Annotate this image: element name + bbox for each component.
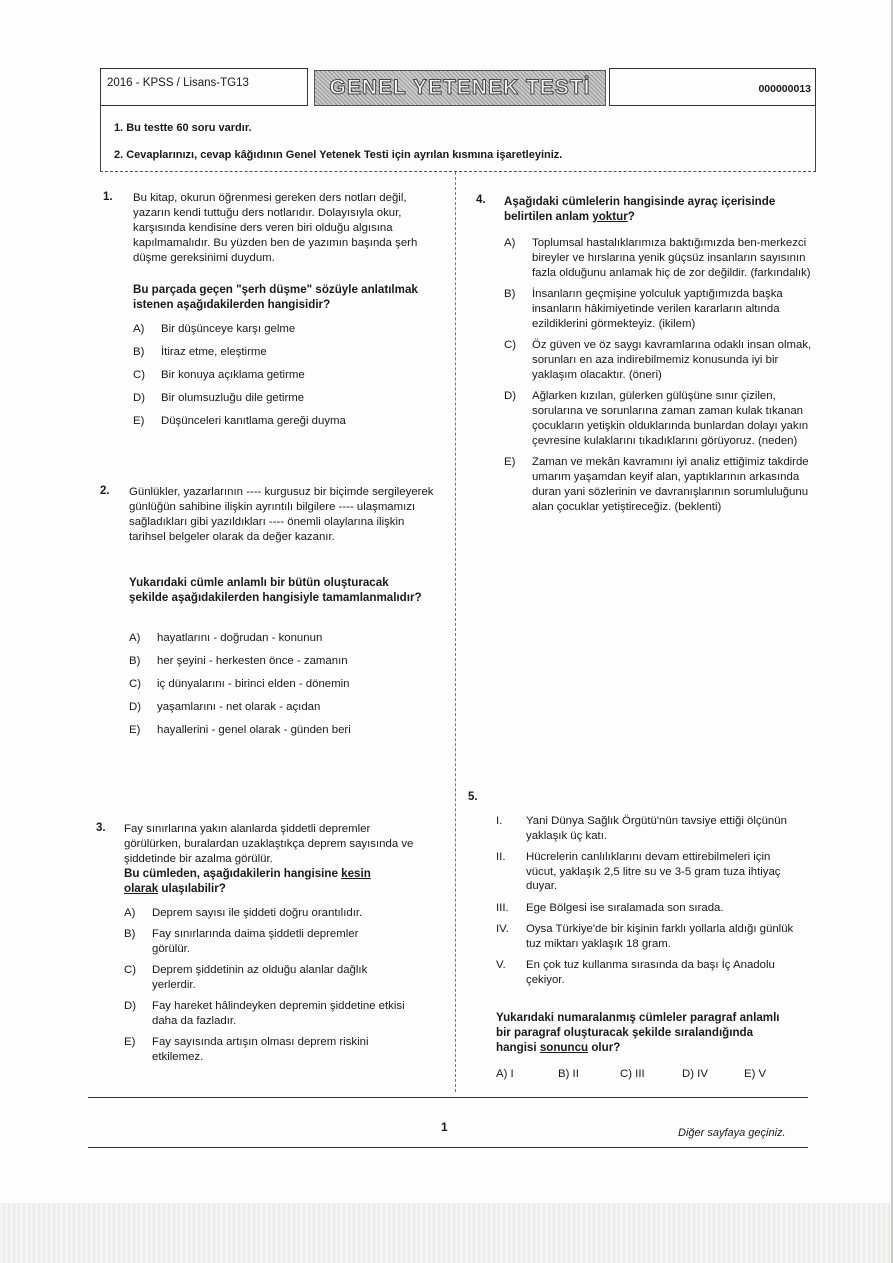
next-page-note: Diğer sayfaya geçiniz.	[678, 1127, 786, 1139]
page-number: 1	[441, 1120, 448, 1134]
question-3-stem: Bu cümleden, aşağıdakilerin hangisine kesin olarak ulaşılabilir?	[124, 867, 371, 895]
option-e[interactable]: E) Zaman ve mekân kavramını iyi analiz ettiğimiz takdirde umarım yaşamdan keyif alan, yaptıklarının arkasında duran yani sözlerinin ve davranışlarının sorumluluğunu alan çocuklar yetiştireceğiz. (beklenti)	[504, 456, 809, 513]
question-2-passage: Günlükler, yazarlarının ---- kurgusuz bir biçimde sergileyerek günlüğün sahibine ilişkin ayrıntılı bilgilere ---- ulaşmamızı sağladıkları gibi yazıldıkları ---- önemli olaylarına ilişkin tarihsel belgeler olarak da değer kazanır.	[129, 486, 434, 543]
option-c[interactable]: C) Deprem şiddetinin az olduğu alanlar dağlık yerlerdir.	[124, 964, 368, 991]
question-1-stem: Bu parçada geçen "şerh düşme" sözüyle anlatılmak istenen aşağıdakilerden hangisidir?	[133, 283, 418, 311]
question-4-stem: Aşağıdaki cümlelerin hangisinde ayraç içerisinde belirtilen anlam yoktur?	[504, 195, 776, 223]
option-a[interactable]: A) Bir düşünceye karşı gelme	[133, 323, 296, 335]
question-2-number: 2.	[100, 485, 110, 497]
option-b[interactable]: B) her şeyini - herkesten önce - zamanın	[129, 655, 348, 667]
footer-rule-top	[88, 1097, 808, 1098]
sentence-4: IV. Oysa Türkiye'de bir kişinin farklı yollarla aldığı günlük tuz miktarı yaklaşık 18 gram.	[496, 923, 794, 950]
sentence-3: III. Ege Bölgesi ise sıralamada son sırada.	[496, 901, 724, 914]
test-title-banner	[314, 70, 606, 106]
option-c[interactable]: C) Öz güven ve öz saygı kavramlarına odaklı insan olmak, sorunları en aza indirebilmemiz konusunda iyi bir yaklaşım olacaktır. (öneri)	[504, 339, 812, 381]
question-3-options	[124, 906, 424, 1065]
option-d[interactable]: D) IV	[682, 1068, 708, 1080]
footer-rule-bottom	[88, 1147, 808, 1148]
option-b[interactable]: B) İnsanların geçmişine yolculuk yaptığımızda başka insanların hâkimiyetinde verilen kararların altında ezildiklerini görmekteyiz. (ikilem)	[504, 288, 783, 330]
option-b[interactable]: B) İtiraz etme, eleştirme	[133, 346, 267, 358]
option-b[interactable]: B) II	[558, 1068, 579, 1080]
option-b[interactable]: B) Fay sınırlarında daima şiddetli depremler görülür.	[124, 928, 359, 955]
question-4-number: 4.	[476, 194, 486, 206]
option-e[interactable]: E) hayallerini - genel olarak - günden beri	[129, 724, 351, 736]
option-d[interactable]: D) yaşamlarını - net olarak - açıdan	[129, 701, 321, 713]
question-5-number: 5.	[468, 791, 478, 803]
question-3-passage: Fay sınırlarına yakın alanlarda şiddetli depremler görülürken, buralardan uzaklaştıkça deprem sayısında ve şiddetinde bir azalma görülür.	[124, 823, 414, 865]
question-2-options	[129, 631, 439, 738]
option-e[interactable]: E) V	[744, 1068, 767, 1080]
emphasis-underline: kesin olarak	[124, 867, 371, 895]
option-a[interactable]: A) Toplumsal hastalıklarımıza baktığımızda ben-merkezci bireyler ve hırslarına yenik güçsüz insanların sayısının fazla olduğunu anlamak hiç de zor değildir. (farkındalık)	[504, 237, 811, 279]
emphasis-underline: sonuncu	[539, 1041, 589, 1054]
option-e[interactable]: E) Fay sayısında artışın olması deprem riskini etkilemez.	[124, 1036, 369, 1063]
option-e[interactable]: E) Düşünceleri kanıtlama gereği duyma	[133, 415, 346, 427]
instruction-1: 1. Bu testte 60 soru vardır.	[114, 122, 252, 134]
question-5-answers	[496, 1068, 806, 1080]
scan-margin	[0, 1203, 893, 1263]
question-5-stem: Yukarıdaki numaralanmış cümleler paragraf anlamlı bir paragraf oluşturacak şekilde sıralandığında hangisi sonuncu olur?	[496, 1011, 780, 1054]
column-divider	[455, 172, 456, 1092]
question-1-options	[133, 322, 443, 429]
test-title: GENEL YETENEK TESTİ	[329, 76, 591, 99]
question-2-stem: Yukarıdaki cümle anlamlı bir bütün oluşturacak şekilde aşağıdakilerden hangisiyle tamamlanmalıdır?	[129, 576, 422, 604]
question-1-passage: Bu kitap, okurun öğrenmesi gereken ders notları değil, yazarın kendi tuttuğu ders notlarıdır. Dolayısıyla okur, karşısında kendisine ders veren biri olduğu algısına kapılmamalıdır. Bu yüzden ben de yazımın başında şerh düşme gereksinimi duydum.	[133, 192, 418, 264]
option-d[interactable]: D) Fay hareket hâlindeyken depremin şiddetine etkisi daha da fazladır.	[124, 1000, 405, 1027]
option-d[interactable]: D) Ağlarken kızılan, gülerken gülüşüne sınır çizilen, sorularına ve sorunlarına zaman zaman kulak tıkanan çocukların yetişkin olduklarında bunlardan dolayı yakın çevresine kulaklarını tıkadıklarını görüyoruz. (neden)	[504, 390, 809, 447]
sentence-5: V. En çok tuz kullanma sırasında da başı İç Anadolu çekiyor.	[496, 959, 775, 986]
option-c[interactable]: C) III	[620, 1068, 645, 1080]
option-c[interactable]: C) Bir konuya açıklama getirme	[133, 369, 305, 381]
option-d[interactable]: D) Bir olumsuzluğu dile getirme	[133, 392, 305, 404]
exam-code-box	[100, 68, 308, 106]
question-5-sentences	[496, 814, 806, 987]
option-a[interactable]: A) I	[496, 1068, 514, 1080]
instructions-box	[100, 106, 816, 172]
sentence-1: I. Yani Dünya Sağlık Örgütü'nün tavsiye ettiği ölçünün yaklaşık üç katı.	[496, 815, 787, 842]
question-4-options	[504, 236, 814, 515]
option-a[interactable]: A) Deprem sayısı ile şiddeti doğru orantılıdır.	[124, 907, 363, 919]
booklet-number: 000000013	[758, 83, 811, 95]
exam-code: 2016 - KPSS / Lisans-TG13	[107, 77, 249, 89]
booklet-number-box	[609, 68, 816, 106]
question-1-number: 1.	[103, 191, 113, 203]
instruction-2: 2. Cevaplarınızı, cevap kâğıdının Genel Yetenek Testi için ayrılan kısmına işaretleyiniz.	[114, 149, 563, 161]
sentence-2: II. Hücrelerin canlılıklarını devam ettirebilmeleri için vücut, yaklaşık 2,5 litre su ve 3-5 gram tuza ihtiyaç duyar.	[496, 851, 781, 892]
option-a[interactable]: A) hayatlarını - doğrudan - konunun	[129, 632, 323, 644]
emphasis-underline: yoktur	[592, 210, 628, 223]
option-c[interactable]: C) iç dünyalarını - birinci elden - dönemin	[129, 678, 350, 690]
question-3-number: 3.	[96, 822, 106, 834]
